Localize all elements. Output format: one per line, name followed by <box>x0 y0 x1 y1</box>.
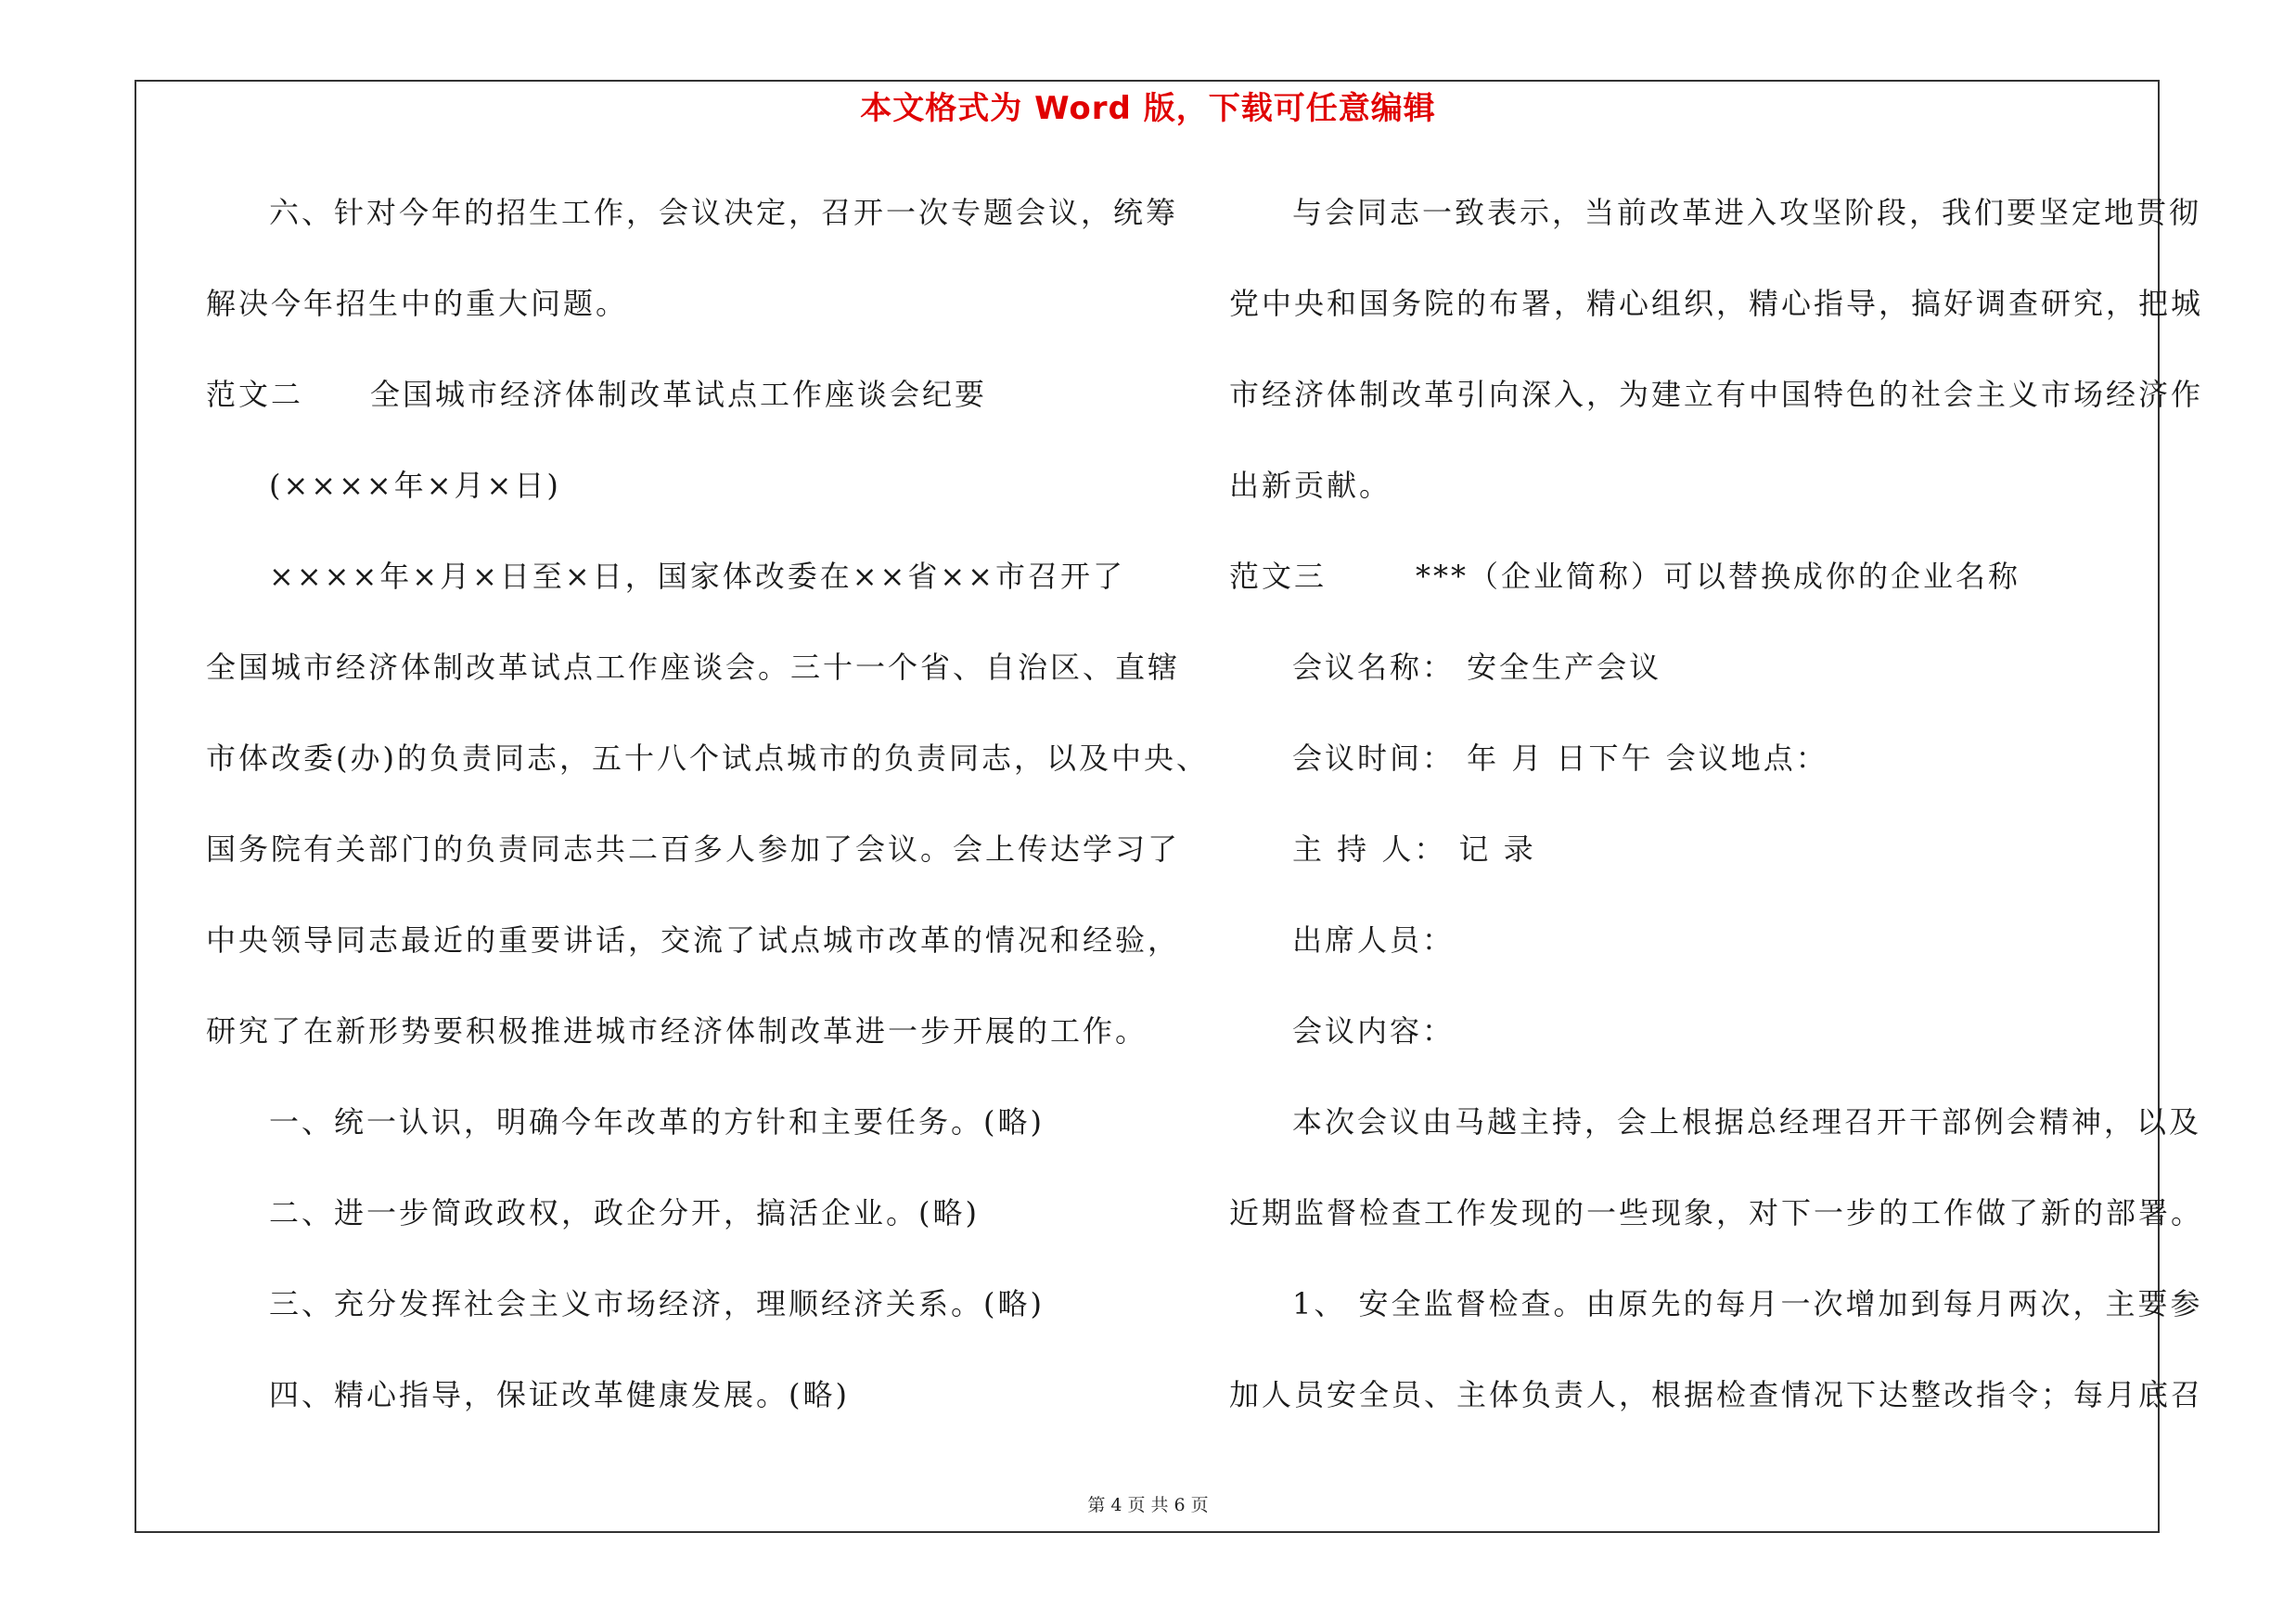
section-title: ***（企业简称）可以替换成你的企业名称 <box>1416 559 2021 594</box>
left-column <box>206 186 1209 1459</box>
paragraph-line: 国务院有关部门的负责同志共二百多人参加了会议。会上传达学习了 <box>206 831 1181 867</box>
paragraph-line: 市体改委(办)的负责同志，五十八个试点城市的负责同志，以及中央、 <box>206 741 1209 776</box>
paragraph-line: 出新贡献。 <box>1229 468 1392 503</box>
section-heading <box>206 367 1143 458</box>
paragraph-line: 解决今年招生中的重大问题。 <box>206 286 629 321</box>
paragraph-line: 三、充分发挥社会主义市场经济，理顺经济关系。(略) <box>269 1286 1045 1321</box>
paragraph-line: 党中央和国务院的布署，精心组织，精心指导，搞好调查研究，把城 <box>1229 286 2204 321</box>
paragraph-line: 一、统一认识，明确今年改革的方针和主要任务。(略) <box>269 1104 1045 1140</box>
paragraph-line: 与会同志一致表示，当前改革进入攻坚阶段，我们要坚定地贯彻 <box>1292 195 2202 230</box>
paragraph-line: 中央领导同志最近的重要讲话，交流了试点城市改革的情况和经验， <box>206 922 1181 958</box>
meeting-attendees-line: 出席人员： <box>1292 922 1456 958</box>
section-label: 范文三 <box>1229 559 1328 594</box>
meeting-content-line: 会议内容： <box>1292 1013 1456 1049</box>
paragraph-line: 1、 安全监督检查。由原先的每月一次增加到每月两次，主要参 <box>1292 1286 2203 1321</box>
section-heading <box>1229 549 2157 640</box>
paragraph-line: 二、进一步简政政权，政企分开，搞活企业。(略) <box>269 1195 980 1230</box>
right-column <box>1229 186 2204 1459</box>
section-title: 全国城市经济体制改革试点工作座谈会纪要 <box>370 377 988 412</box>
meeting-host-line: 主 持 人： 记 录 <box>1292 831 1536 867</box>
paragraph-line: 四、精心指导，保证改革健康发展。(略) <box>269 1377 850 1412</box>
paragraph-line: 市经济体制改革引向深入，为建立有中国特色的社会主义市场经济作 <box>1229 377 2204 412</box>
meeting-name-line: 会议名称： 安全生产会议 <box>1292 650 1662 685</box>
paragraph-line: 研究了在新形势要积极推进城市经济体制改革进一步开展的工作。 <box>206 1013 1148 1049</box>
paragraph-line: 近期监督检查工作发现的一些现象，对下一步的工作做了新的部署。 <box>1229 1195 2204 1230</box>
paragraph-line: ××××年×月×日至×日，国家体改委在××省××市召开了 <box>269 559 1125 594</box>
paragraph-line: 六、针对今年的招生工作，会议决定，召开一次专题会议，统筹 <box>269 195 1179 230</box>
paragraph-line: 加人员安全员、主体负责人，根据检查情况下达整改指令；每月底召 <box>1229 1377 2204 1412</box>
paragraph-line: (××××年×月×日) <box>269 468 561 503</box>
paragraph-line: 全国城市经济体制改革试点工作座谈会。三十一个省、自治区、直辖 <box>206 650 1181 685</box>
meeting-time-line: 会议时间： 年 月 日下午 会议地点： <box>1292 741 1828 776</box>
page-number-footer: 第 4 页 共 6 页 <box>1087 1495 1209 1515</box>
section-label: 范文二 <box>206 377 304 412</box>
paragraph-line: 本次会议由马越主持，会上根据总经理召开干部例会精神，以及 <box>1292 1104 2202 1140</box>
format-notice-banner: 本文格式为 Word 版，下载可任意编辑 <box>860 90 1436 127</box>
